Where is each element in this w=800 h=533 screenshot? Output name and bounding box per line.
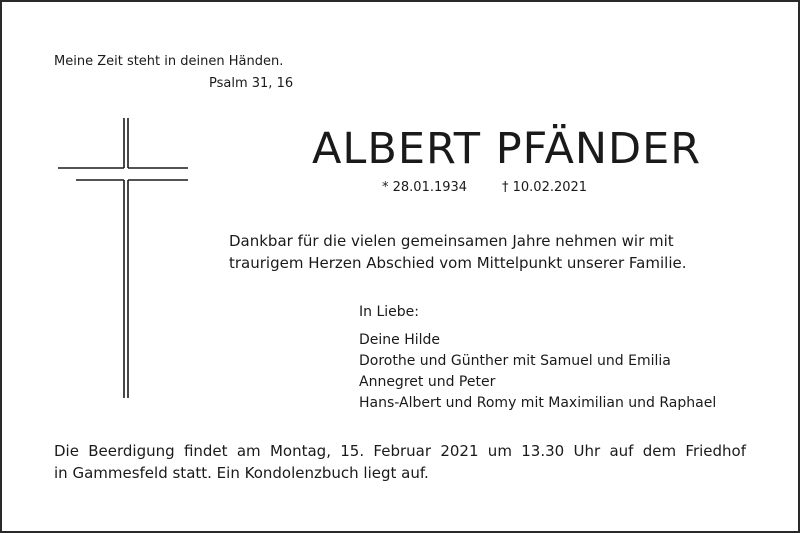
thanks-text xyxy=(229,230,687,274)
funeral-line: Die Beerdigung findet am Montag, 15. Februar 2021 um 13.30 Uhr auf dem Friedhof xyxy=(54,442,746,460)
mourners-label: In Liebe: xyxy=(359,304,419,320)
funeral-info xyxy=(54,440,746,484)
mourners-list xyxy=(359,330,716,414)
funeral-line: in Gammesfeld statt. Ein Kondolenzbuch liegt auf. xyxy=(54,464,429,482)
motto-quote: Meine Zeit steht in deinen Händen. xyxy=(54,54,284,69)
cross-icon xyxy=(58,118,188,402)
motto-source: Psalm 31, 16 xyxy=(209,76,294,91)
birth-date: * 28.01.1934 xyxy=(382,180,468,195)
mourner-name: Dorothe und Günther mit Samuel und Emilia xyxy=(359,353,671,369)
mourner-name: Hans-Albert und Romy mit Maximilian und Raphael xyxy=(359,395,717,411)
thanks-line: traurigem Herzen Abschied vom Mittelpunkt unserer Familie. xyxy=(229,254,687,272)
deceased-name: ALBERT PFÄNDER xyxy=(312,124,702,174)
death-date: † 10.02.2021 xyxy=(502,180,588,195)
thanks-line: Dankbar für die vielen gemeinsamen Jahre nehmen wir mit xyxy=(229,232,674,250)
mourner-name: Deine Hilde xyxy=(359,332,441,348)
mourner-name: Annegret und Peter xyxy=(359,374,496,390)
